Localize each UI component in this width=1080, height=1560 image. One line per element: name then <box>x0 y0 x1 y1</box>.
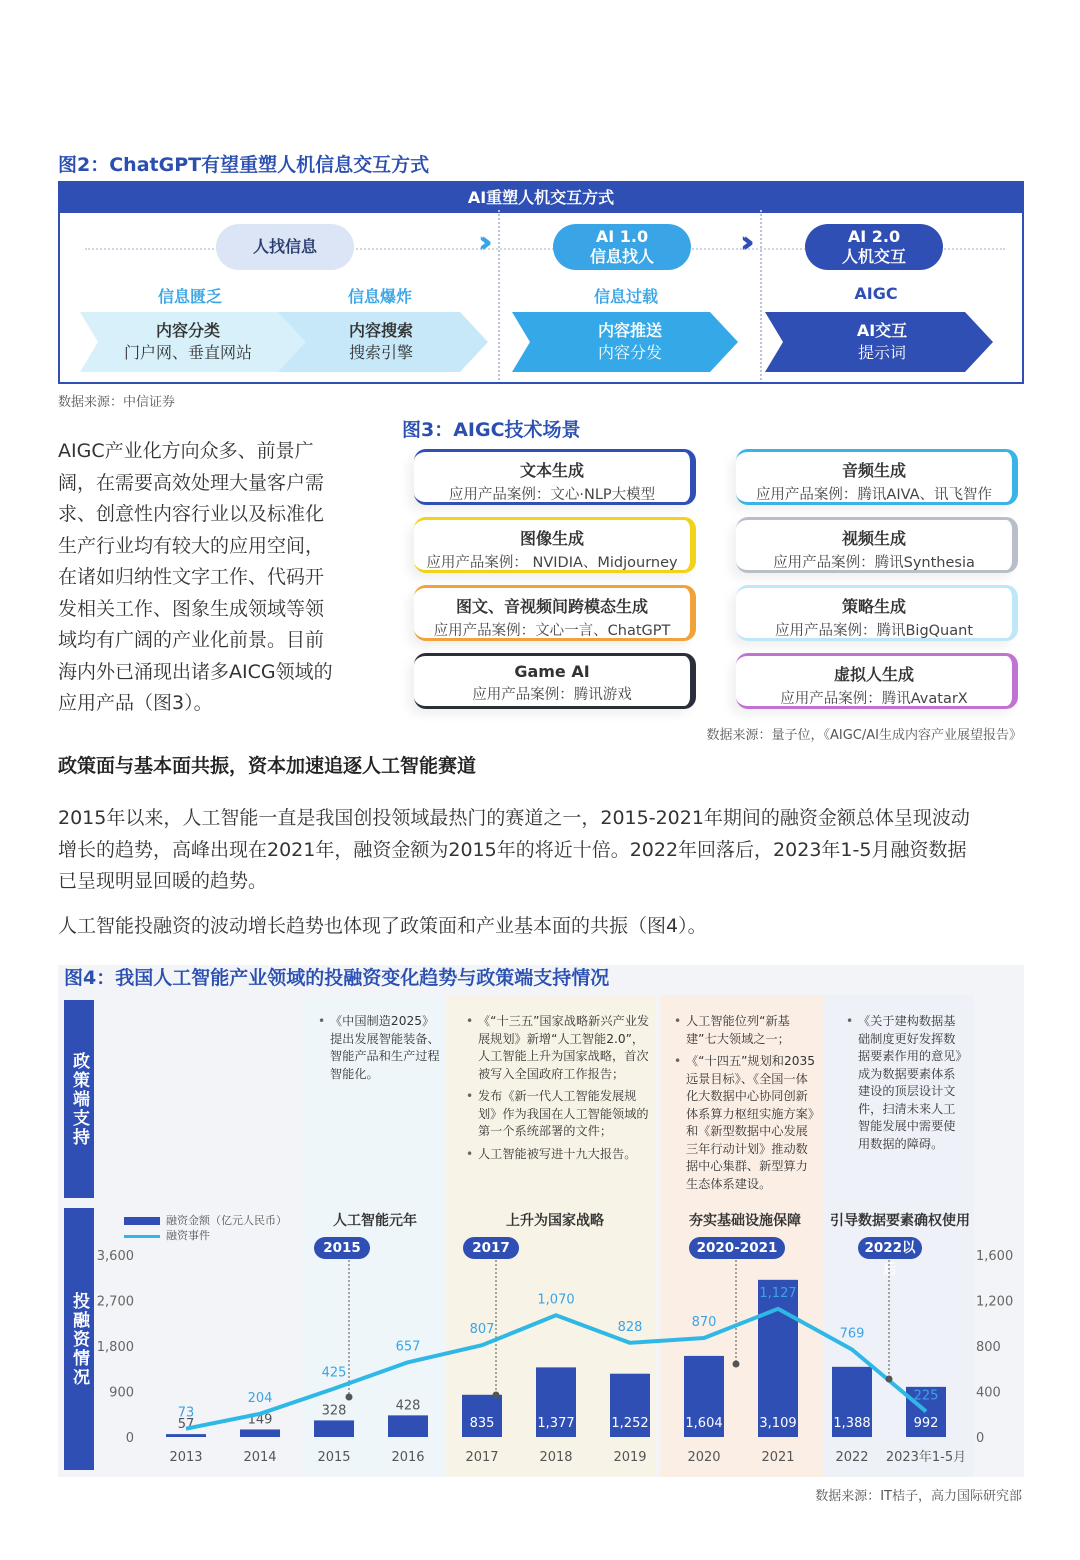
x-tick-label: 2021 <box>761 1450 795 1465</box>
era-tag-2017: 2017 <box>463 1237 519 1259</box>
fig4-title: 图4：我国人工智能产业领域的投融资变化趋势与政策端支持情况 <box>64 967 610 989</box>
card-crossmodal-gen <box>414 585 696 641</box>
paragraph-2 <box>58 803 1028 898</box>
card-audio-gen <box>736 449 1018 505</box>
para2-line: 已呈现明显回暖的趋势。 <box>58 870 268 892</box>
connector-dot <box>493 1392 500 1399</box>
left-para-line: AIGC产业化方向众多、前景广 <box>58 440 314 462</box>
line-value-label: 870 <box>691 1315 717 1331</box>
para2-line: 2015年以来，人工智能一直是我国创投领域最热门的赛道之一，2015-2021年期间的融资金额总体呈现波动 <box>58 807 970 829</box>
card-title: 图文、音视频间跨模态生成 <box>455 597 648 616</box>
y-left-tick-label: 900 <box>109 1385 134 1401</box>
era-label-2017: 上升为国家战略 <box>506 1213 604 1229</box>
card-sub: 应用产品案例：腾讯游戏 <box>472 687 632 703</box>
para2-line: 增长的趋势，高峰出现在2021年，融资金额为2015年的将近十倍。2022年回落后，2023年1-5月融资数据 <box>58 838 967 861</box>
x-tick-label: 2019 <box>613 1450 647 1465</box>
card-title: 音频生成 <box>841 461 906 480</box>
x-tick-label: 2014 <box>243 1450 277 1465</box>
line-value-label: 204 <box>247 1390 273 1406</box>
y-left-tick-label: 3,600 <box>96 1249 134 1264</box>
bar-2016 <box>388 1415 428 1437</box>
line-value-label: 769 <box>839 1326 865 1342</box>
chevron-right-icon: ›› <box>478 225 483 260</box>
arrow-1-sub: 门户网、垂直网站 <box>123 343 252 362</box>
policy-note-item: • 《关于建构数据基础制度更好发挥数据要素作用的意见》成为数据要素体系建设的顶层设计文件，扫清未来人工智能发展中需要使用数据的障碍。 <box>856 1013 964 1153</box>
section-heading: 政策面与基本面共振，资本加速追逐人工智能赛道 <box>58 755 477 777</box>
pill-ren-zhao-xinxi <box>216 224 354 270</box>
connector-dot <box>733 1361 740 1368</box>
x-tick-label: 2017 <box>465 1450 499 1465</box>
policy-note-2015 <box>318 1013 442 1088</box>
fig2-source: 数据来源：中信证券 <box>58 395 176 410</box>
pill3-line1: AI 2.0 <box>847 227 901 246</box>
bar-value-label: 1,377 <box>537 1416 575 1431</box>
line-value-label: 657 <box>395 1339 421 1355</box>
y-right-tick-label: 0 <box>976 1431 985 1446</box>
left-para-line: 在诸如归纳性文字工作、代码开 <box>58 566 325 588</box>
era-label-2020: 夯实基础设施保障 <box>689 1213 801 1229</box>
line-value-label: 425 <box>321 1365 347 1381</box>
era-tag-2022: 2022以后 <box>858 1237 922 1259</box>
era-label-2015: 人工智能元年 <box>333 1213 417 1229</box>
left-para-line: 发相关工作、图象生成领域等领 <box>58 597 325 620</box>
card-title: 策略生成 <box>841 597 906 616</box>
line-value-label: 1,070 <box>537 1292 575 1308</box>
chevron-right-icon: ›› <box>740 225 745 260</box>
left-para-line: 域均有广阔的产业化前景。目前 <box>58 629 325 651</box>
left-paragraph <box>58 436 358 720</box>
policy-note-item: • 人工智能位列“新基建”七大领域之一； <box>684 1013 820 1048</box>
left-para-line: 应用产品（图3）。 <box>58 692 213 714</box>
arrow-2-sub: 搜索引擎 <box>348 343 413 362</box>
card-sub: 应用产品案例：腾讯BigQuant <box>774 623 974 639</box>
arrow-label-4 <box>782 313 982 371</box>
era-tag-2015: 2015 <box>314 1237 370 1259</box>
bar-value-label: 1,604 <box>685 1416 723 1431</box>
x-tick-label: 2020 <box>687 1450 721 1465</box>
y-right-tick-label: 1,200 <box>976 1294 1014 1310</box>
legend-bar-swatch <box>124 1217 160 1225</box>
pill-ai10 <box>553 224 691 270</box>
policy-note-2017 <box>466 1013 650 1168</box>
policy-side-text: 政策端支持 <box>69 1051 89 1147</box>
card-game-ai <box>414 653 696 709</box>
card-strategy-gen <box>736 585 1018 641</box>
x-tick-label: 2022 <box>835 1450 869 1465</box>
arrow-3-title: 内容推送 <box>597 321 662 340</box>
left-para-line: 阔，在需要高效处理大量客户需 <box>58 471 325 494</box>
card-virtual-human-gen <box>736 653 1018 709</box>
fig3-source: 数据来源：量子位，《AIGC/AI生成内容产业展望报告》 <box>706 728 1022 743</box>
line-value-label: 73 <box>177 1405 195 1421</box>
level-label-1: 信息匮乏 <box>157 287 222 306</box>
arrow-1-title: 内容分类 <box>155 321 220 340</box>
arrow-3-sub: 内容分发 <box>597 343 662 362</box>
x-tick-label: 2016 <box>391 1450 425 1465</box>
connector-dot <box>346 1394 353 1401</box>
x-tick-label: 2018 <box>539 1450 573 1465</box>
bar-2013 <box>166 1434 206 1437</box>
bar-value-label: 835 <box>469 1416 495 1431</box>
y-right-tick-label: 800 <box>976 1340 1001 1355</box>
y-left-tick-label: 2,700 <box>96 1294 134 1310</box>
policy-note-item: • 《中国制造2025》提出发展智能装备、智能产品和生产过程智能化。 <box>328 1013 442 1083</box>
card-title: 文本生成 <box>519 461 584 480</box>
policy-note-item: • 《“十三五”国家战略新兴产业发展规划》新增“人工智能2.0”，人工智能上升为国家战略，首次被写入全国政府工作报告； <box>476 1013 650 1083</box>
era-label-2022: 引导数据要素确权使用 <box>830 1213 970 1229</box>
level-label-2: 信息爆炸 <box>347 287 412 306</box>
bar-value-label: 57 <box>177 1417 195 1433</box>
arrow-2-title: 内容搜索 <box>348 321 413 340</box>
arrow-label-1 <box>98 313 278 371</box>
card-title: 视频生成 <box>841 529 906 548</box>
policy-note-2022 <box>846 1013 964 1158</box>
fig4-source: 数据来源：IT桔子，高力国际研究部 <box>815 1489 1022 1504</box>
y-left-tick-label: 0 <box>125 1431 134 1446</box>
bar-2014 <box>240 1429 280 1437</box>
fig3-title: 图3：AIGC技术场景 <box>402 419 581 441</box>
left-para-line: 生产行业均有较大的应用空间， <box>58 534 325 557</box>
bar-value-label: 1,252 <box>611 1416 649 1431</box>
policy-note-2020 <box>674 1013 820 1198</box>
connector-dot <box>886 1376 893 1383</box>
bar-2015 <box>314 1420 354 1437</box>
pill2-line1: AI 1.0 <box>595 227 649 246</box>
arrow-4-title: AI交互 <box>856 321 908 340</box>
paragraph-3: 人工智能投融资的波动增长趋势也体现了政策面和产业基本面的共振（图4）。 <box>58 915 707 937</box>
level-label-4: AIGC <box>854 284 898 303</box>
investment-chart <box>94 1240 1024 1476</box>
arrow-label-2 <box>296 313 466 371</box>
investment-side-text: 投融资情况 <box>69 1291 89 1387</box>
line-value-label: 1,127 <box>759 1285 797 1301</box>
pill-ai20 <box>805 224 943 270</box>
line-value-label: 828 <box>617 1319 643 1335</box>
card-title: Game AI <box>514 662 590 681</box>
line-value-label: 225 <box>913 1388 939 1404</box>
level-label-3: 信息过载 <box>593 287 658 306</box>
bar-value-label: 992 <box>913 1416 939 1431</box>
x-tick-label: 2023年1-5月 <box>885 1450 967 1465</box>
policy-note-item: • 《“十四五”规划和2035远景目标》、《全国一体化大数据中心协同创新体系算力枢纽实施方案》和《新型数据中心发展三年行动计划》推动数据中心集群、新型算力生态体系建设。 <box>684 1053 820 1193</box>
policy-side-label <box>64 1000 94 1198</box>
investment-side-label <box>64 1208 94 1470</box>
card-sub: 应用产品案例：文心一言、ChatGPT <box>433 623 671 639</box>
bar-value-label: 3,109 <box>759 1416 797 1431</box>
arrow-4-sub: 提示词 <box>857 343 906 362</box>
legend-bar <box>124 1212 287 1228</box>
policy-note-item: • 发布《新一代人工智能发展规划》作为我国在人工智能领域的第一个系统部署的文件； <box>476 1088 650 1141</box>
card-sub: 应用产品案例： NVIDIA、Midjourney <box>426 555 678 571</box>
card-title: 图像生成 <box>519 529 584 548</box>
x-tick-label: 2015 <box>317 1450 351 1465</box>
bar-value-label: 328 <box>321 1403 347 1419</box>
y-right-tick-label: 400 <box>976 1385 1001 1401</box>
legend-line-label: 融资事件 <box>166 1229 210 1242</box>
card-sub: 应用产品案例：腾讯AIVA、讯飞智作 <box>755 487 993 503</box>
bar-value-label: 428 <box>395 1398 421 1414</box>
y-left-tick-label: 1,800 <box>96 1340 134 1355</box>
card-text-gen <box>414 449 696 505</box>
left-para-line: 求、创意性内容行业以及标准化 <box>58 503 325 525</box>
left-para-line: 海内外已涌现出诸多AICG领域的 <box>58 660 333 683</box>
policy-note-item: • 人工智能被写进十九大报告。 <box>476 1146 650 1164</box>
card-sub: 应用产品案例：腾讯AvatarX <box>780 691 968 707</box>
pill3-line2: 人机交互 <box>841 247 906 266</box>
card-sub: 应用产品案例：腾讯Synthesia <box>773 555 975 571</box>
bar-2021 <box>758 1280 798 1437</box>
bar-value-label: 1,388 <box>833 1416 871 1431</box>
card-sub: 应用产品案例：文心·NLP大模型 <box>448 487 656 503</box>
era-tag-2020-2021: 2020-2021 <box>689 1237 785 1259</box>
card-image-gen <box>414 517 696 573</box>
pill2-line2: 信息找人 <box>589 247 654 266</box>
arrow-label-3 <box>530 313 730 371</box>
card-title: 虚拟人生成 <box>833 665 914 684</box>
line-value-label: 807 <box>469 1322 495 1338</box>
bar-value-label: 149 <box>247 1412 273 1428</box>
card-video-gen <box>736 517 1018 573</box>
legend-bar-label: 融资金额（亿元人民币） <box>166 1214 287 1227</box>
y-right-tick-label: 1,600 <box>976 1249 1014 1264</box>
fig2-header: AI重塑人机交互方式 <box>60 183 1022 213</box>
legend-line-swatch <box>124 1235 160 1238</box>
pill1-label: 人找信息 <box>252 237 317 256</box>
x-tick-label: 2013 <box>169 1450 203 1465</box>
fig2-title: 图2：ChatGPT有望重塑人机信息交互方式 <box>58 154 430 176</box>
